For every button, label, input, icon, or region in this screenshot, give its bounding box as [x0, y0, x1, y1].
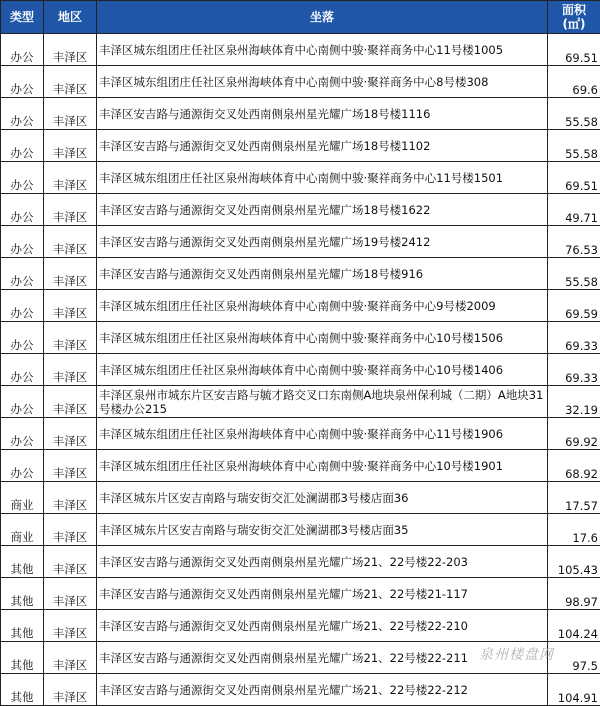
cell-area: 69.33 — [548, 322, 600, 354]
cell-area: 69.92 — [548, 418, 600, 450]
table-row — [1, 34, 600, 66]
cell-area: 32.19 — [548, 386, 600, 418]
cell-area: 17.6 — [548, 514, 600, 546]
cell-district: 丰泽区 — [44, 226, 97, 258]
cell-type: 其他 — [1, 546, 44, 578]
table-row — [1, 386, 600, 418]
cell-district: 丰泽区 — [44, 546, 97, 578]
cell-type: 办公 — [1, 34, 44, 66]
table-row — [1, 578, 600, 610]
table-row — [1, 450, 600, 482]
cell-area: 98.97 — [548, 578, 600, 610]
cell-district: 丰泽区 — [44, 482, 97, 514]
cell-location: 丰泽区安吉路与通源街交叉处西南侧泉州星光耀广场18号楼1116 — [97, 98, 548, 130]
cell-area: 97.5 — [548, 642, 600, 674]
cell-district: 丰泽区 — [44, 642, 97, 674]
cell-type: 办公 — [1, 322, 44, 354]
cell-type: 其他 — [1, 642, 44, 674]
cell-district: 丰泽区 — [44, 194, 97, 226]
header-area: 面积 (㎡) — [548, 1, 600, 34]
cell-type: 其他 — [1, 578, 44, 610]
cell-district: 丰泽区 — [44, 610, 97, 642]
table-row — [1, 162, 600, 194]
cell-district: 丰泽区 — [44, 578, 97, 610]
cell-type: 办公 — [1, 130, 44, 162]
cell-type: 办公 — [1, 354, 44, 386]
cell-type: 办公 — [1, 162, 44, 194]
cell-district: 丰泽区 — [44, 130, 97, 162]
table-row — [1, 674, 600, 706]
cell-type: 办公 — [1, 98, 44, 130]
cell-type: 办公 — [1, 418, 44, 450]
cell-location: 丰泽区安吉路与通源街交叉处西南侧泉州星光耀广场18号楼1102 — [97, 130, 548, 162]
cell-type: 商业 — [1, 514, 44, 546]
cell-area: 55.58 — [548, 98, 600, 130]
cell-location: 丰泽区安吉路与通源街交叉处西南侧泉州星光耀广场21、22号楼22-203 — [97, 546, 548, 578]
cell-area: 49.71 — [548, 194, 600, 226]
cell-location: 丰泽区安吉路与通源街交叉处西南侧泉州星光耀广场21、22号楼22-210 — [97, 610, 548, 642]
cell-area: 105.43 — [548, 546, 600, 578]
table-row — [1, 258, 600, 290]
cell-location: 丰泽区泉州市城东片区安吉路与毓才路交叉口东南侧A地块泉州保利城（二期）A地块31号楼办公215 — [97, 386, 548, 418]
cell-district: 丰泽区 — [44, 450, 97, 482]
cell-type: 其他 — [1, 674, 44, 706]
cell-type: 办公 — [1, 386, 44, 418]
cell-location: 丰泽区安吉路与通源街交叉处西南侧泉州星光耀广场21、22号楼22-212 — [97, 674, 548, 706]
table-row — [1, 610, 600, 642]
cell-location: 丰泽区城东组团庄任社区泉州海峡体育中心南侧中骏·聚祥商务中心9号楼2009 — [97, 290, 548, 322]
cell-type: 商业 — [1, 482, 44, 514]
cell-location: 丰泽区安吉路与通源街交叉处西南侧泉州星光耀广场19号楼2412 — [97, 226, 548, 258]
header-type: 类型 — [1, 1, 44, 34]
table-row — [1, 514, 600, 546]
cell-district: 丰泽区 — [44, 514, 97, 546]
table-row — [1, 482, 600, 514]
cell-location: 丰泽区安吉路与通源街交叉处西南侧泉州星光耀广场18号楼916 — [97, 258, 548, 290]
cell-area: 55.58 — [548, 258, 600, 290]
cell-location: 丰泽区城东组团庄任社区泉州海峡体育中心南侧中骏·聚祥商务中心11号楼1005 — [97, 34, 548, 66]
cell-location: 丰泽区城东组团庄任社区泉州海峡体育中心南侧中骏·聚祥商务中心11号楼1906 — [97, 418, 548, 450]
cell-area: 69.6 — [548, 66, 600, 98]
cell-area: 68.92 — [548, 450, 600, 482]
cell-area: 104.24 — [548, 610, 600, 642]
cell-location: 丰泽区城东片区安吉南路与瑞安街交汇处澜湖郡3号楼店面36 — [97, 482, 548, 514]
cell-location: 丰泽区城东组团庄任社区泉州海峡体育中心南侧中骏·聚祥商务中心8号楼308 — [97, 66, 548, 98]
cell-type: 其他 — [1, 610, 44, 642]
cell-location: 丰泽区城东组团庄任社区泉州海峡体育中心南侧中骏·聚祥商务中心10号楼1506 — [97, 322, 548, 354]
cell-area: 104.91 — [548, 674, 600, 706]
table-row — [1, 130, 600, 162]
site-watermark: 泉州楼盘网 — [479, 644, 554, 664]
cell-district: 丰泽区 — [44, 34, 97, 66]
cell-area: 69.51 — [548, 34, 600, 66]
cell-district: 丰泽区 — [44, 418, 97, 450]
cell-district: 丰泽区 — [44, 162, 97, 194]
cell-district: 丰泽区 — [44, 386, 97, 418]
cell-district: 丰泽区 — [44, 674, 97, 706]
cell-location: 丰泽区城东片区安吉南路与瑞安街交汇处澜湖郡3号楼店面35 — [97, 514, 548, 546]
cell-location: 丰泽区安吉路与通源街交叉处西南侧泉州星光耀广场18号楼1622 — [97, 194, 548, 226]
cell-location: 丰泽区城东组团庄任社区泉州海峡体育中心南侧中骏·聚祥商务中心11号楼1501 — [97, 162, 548, 194]
table-row — [1, 98, 600, 130]
table-row — [1, 322, 600, 354]
cell-type: 办公 — [1, 258, 44, 290]
table-row — [1, 354, 600, 386]
cell-district: 丰泽区 — [44, 290, 97, 322]
cell-district: 丰泽区 — [44, 354, 97, 386]
table-row — [1, 290, 600, 322]
cell-district: 丰泽区 — [44, 322, 97, 354]
cell-district: 丰泽区 — [44, 98, 97, 130]
cell-area: 55.58 — [548, 130, 600, 162]
cell-location: 丰泽区城东组团庄任社区泉州海峡体育中心南侧中骏·聚祥商务中心10号楼1406 — [97, 354, 548, 386]
cell-location: 丰泽区安吉路与通源街交叉处西南侧泉州星光耀广场21、22号楼22-211 — [97, 642, 548, 674]
table-row — [1, 226, 600, 258]
table-row — [1, 418, 600, 450]
cell-area: 76.53 — [548, 226, 600, 258]
header-row — [1, 1, 600, 34]
cell-district: 丰泽区 — [44, 258, 97, 290]
cell-area: 17.57 — [548, 482, 600, 514]
cell-type: 办公 — [1, 66, 44, 98]
table-row — [1, 546, 600, 578]
cell-area: 69.59 — [548, 290, 600, 322]
header-location: 坐落 — [97, 1, 548, 34]
cell-area: 69.33 — [548, 354, 600, 386]
cell-location: 丰泽区城东组团庄任社区泉州海峡体育中心南侧中骏·聚祥商务中心10号楼1901 — [97, 450, 548, 482]
header-district: 地区 — [44, 1, 97, 34]
cell-location: 丰泽区安吉路与通源街交叉处西南侧泉州星光耀广场21、22号楼21-117 — [97, 578, 548, 610]
cell-area: 69.51 — [548, 162, 600, 194]
cell-type: 办公 — [1, 194, 44, 226]
table-row — [1, 194, 600, 226]
cell-type: 办公 — [1, 290, 44, 322]
table-body — [1, 34, 600, 706]
cell-district: 丰泽区 — [44, 66, 97, 98]
cell-type: 办公 — [1, 226, 44, 258]
table-row — [1, 66, 600, 98]
cell-type: 办公 — [1, 450, 44, 482]
